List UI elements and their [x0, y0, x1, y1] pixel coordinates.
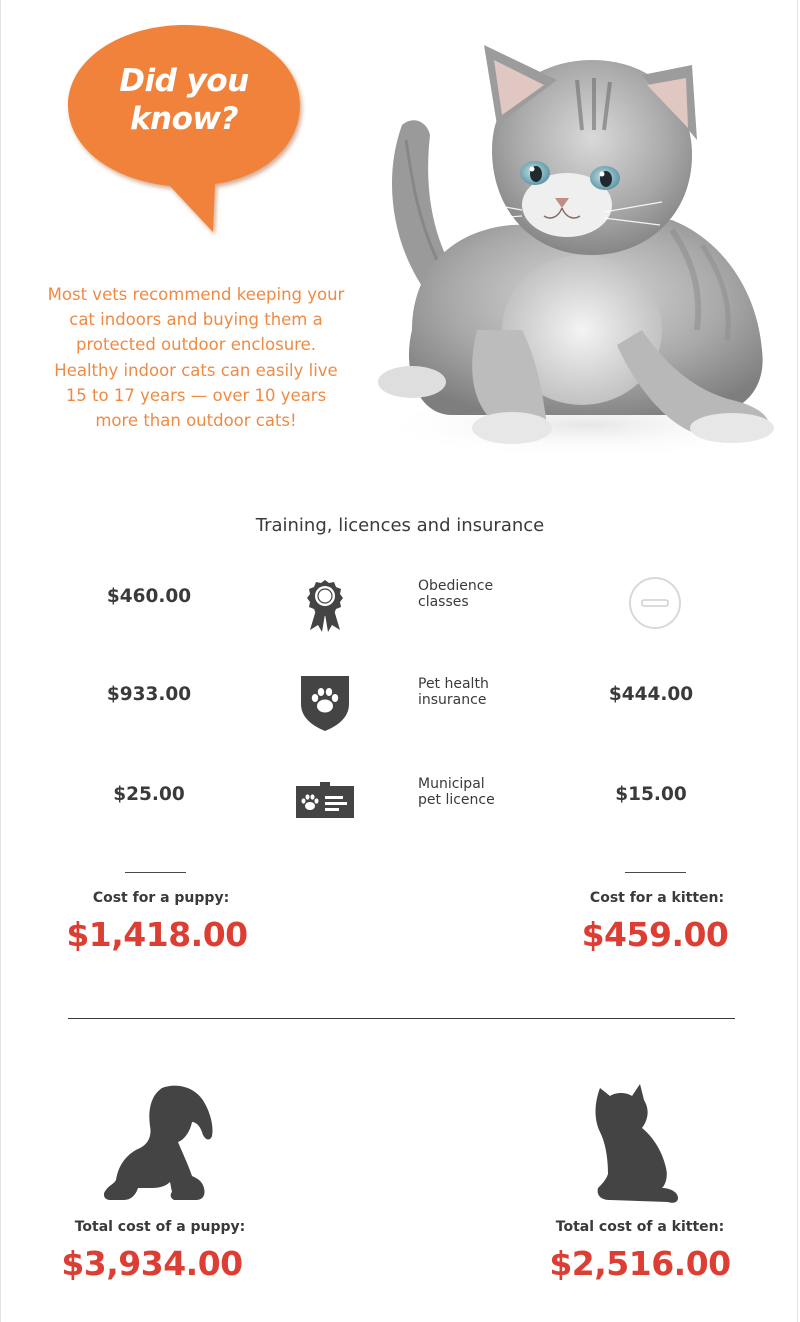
kitten-silhouette-icon: [590, 1080, 685, 1205]
cost-row-insurance: [0, 666, 800, 726]
cost-row-licence: [0, 766, 800, 826]
intro-line: more than outdoor cats!: [95, 411, 297, 431]
did-you-know-heading: [75, 62, 293, 138]
puppy-total-label: Total cost of a puppy:: [74, 1219, 246, 1235]
puppy-cost-label: Cost for a puppy:: [92, 890, 230, 906]
intro-line: 15 to 17 years — over 10 years: [65, 385, 327, 405]
award-ribbon-icon: [294, 572, 356, 634]
intro-line: Most vets recommend keeping your: [47, 285, 345, 304]
intro-line: Healthy indoor cats can easily live: [54, 360, 338, 380]
puppy-price: $460.00: [106, 586, 192, 607]
intro-line: protected outdoor enclosure.: [76, 335, 316, 355]
puppy-divider: [125, 872, 186, 873]
paw-shield-icon: [294, 670, 356, 732]
puppy-silhouette-icon: [100, 1080, 220, 1205]
row-label: [418, 578, 568, 610]
puppy-total-value: $3,934.00: [61, 1244, 243, 1283]
row-label-line: classes: [418, 594, 469, 610]
row-label-line: insurance: [418, 692, 487, 708]
section-title: Training, licences and insurance: [255, 515, 545, 536]
kitten-price: $15.00: [615, 784, 687, 805]
row-label-line: Municipal: [418, 776, 485, 792]
heading-line-2: know?: [129, 101, 239, 137]
puppy-cost-value: $1,418.00: [66, 915, 248, 954]
kitten-total-value: $2,516.00: [549, 1244, 731, 1283]
row-label-line: Obedience: [418, 578, 494, 594]
kitten-divider: [625, 872, 686, 873]
heading-line-1: Did you: [119, 63, 249, 99]
row-label-line: Pet health: [418, 676, 489, 692]
row-label: [418, 776, 568, 808]
cost-row-obedience: [0, 568, 800, 628]
row-label-line: pet licence: [418, 792, 495, 808]
row-label: [418, 676, 568, 708]
paw-id-card-icon: [294, 774, 356, 836]
intro-paragraph: [36, 282, 356, 433]
kitten-cost-label: Cost for a kitten:: [589, 890, 725, 906]
intro-line: cat indoors and buying them a: [69, 310, 323, 330]
puppy-price: $25.00: [113, 784, 185, 805]
kitten-price: $444.00: [608, 684, 694, 705]
kitten-cost-value: $459.00: [581, 915, 729, 954]
puppy-price: $933.00: [106, 684, 192, 705]
kitten-total-label: Total cost of a kitten:: [555, 1219, 725, 1235]
kitten-photo: [372, 30, 792, 470]
section-divider: [68, 1018, 735, 1019]
not-applicable-icon: [628, 576, 682, 630]
